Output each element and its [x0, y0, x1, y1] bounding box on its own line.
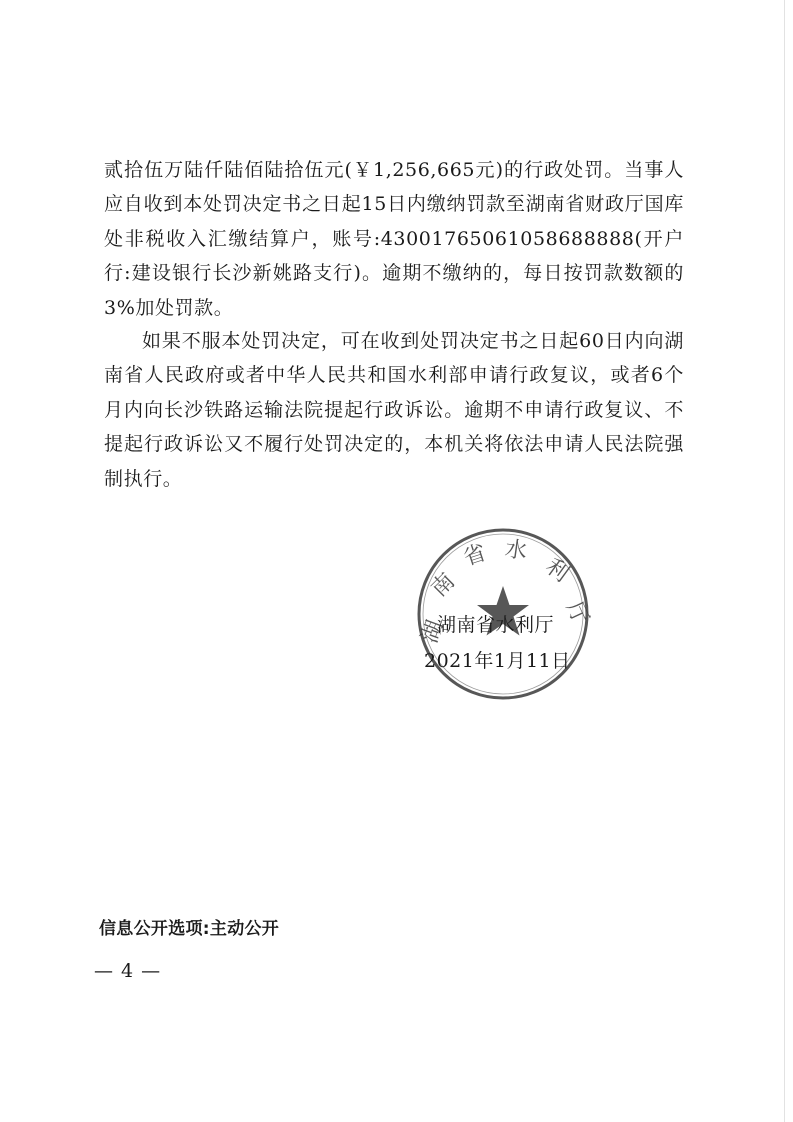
- seal-character: 南: [426, 568, 461, 603]
- signature-date: 2021年1月11日: [424, 650, 571, 672]
- page-number: — 4 —: [94, 960, 162, 982]
- scan-edge-line: [784, 0, 785, 1122]
- seal-character: 湖: [417, 617, 449, 647]
- seal-character: 水: [503, 536, 529, 565]
- body-paragraph-appeal: 如果不服本处罚决定，可在收到处罚决定书之日起60日内向湖南省人民政府或者中华人民共和国水利部申请行政复议，或者6个月内向长沙铁路运输法院提起行政诉讼。逾期不申请行政复议、不提起行政诉讼又不履行处罚决定的，本机关将依法申请人民法院强制执行。: [104, 330, 684, 490]
- seal-character: 利: [540, 554, 574, 588]
- signature-organization: 湖南省水利厅: [437, 614, 555, 636]
- seal-character: 省: [460, 540, 490, 572]
- seal-character: 厅: [560, 597, 593, 629]
- disclosure-option: 信息公开选项:主动公开: [99, 919, 280, 939]
- body-paragraph-penalty: 贰拾伍万陆仟陆佰陆拾伍元(￥1,256,665元)的行政处罚。当事人应自收到本处罚决定书之日起15日内缴纳罚款至湖南省财政厅国库处非税收入汇缴结算户，账号:43001765061058688888(开户行:建设银行长沙新姚路支行)。逾期不缴纳的，每日按罚款数额的3%加处罚款。: [104, 159, 684, 319]
